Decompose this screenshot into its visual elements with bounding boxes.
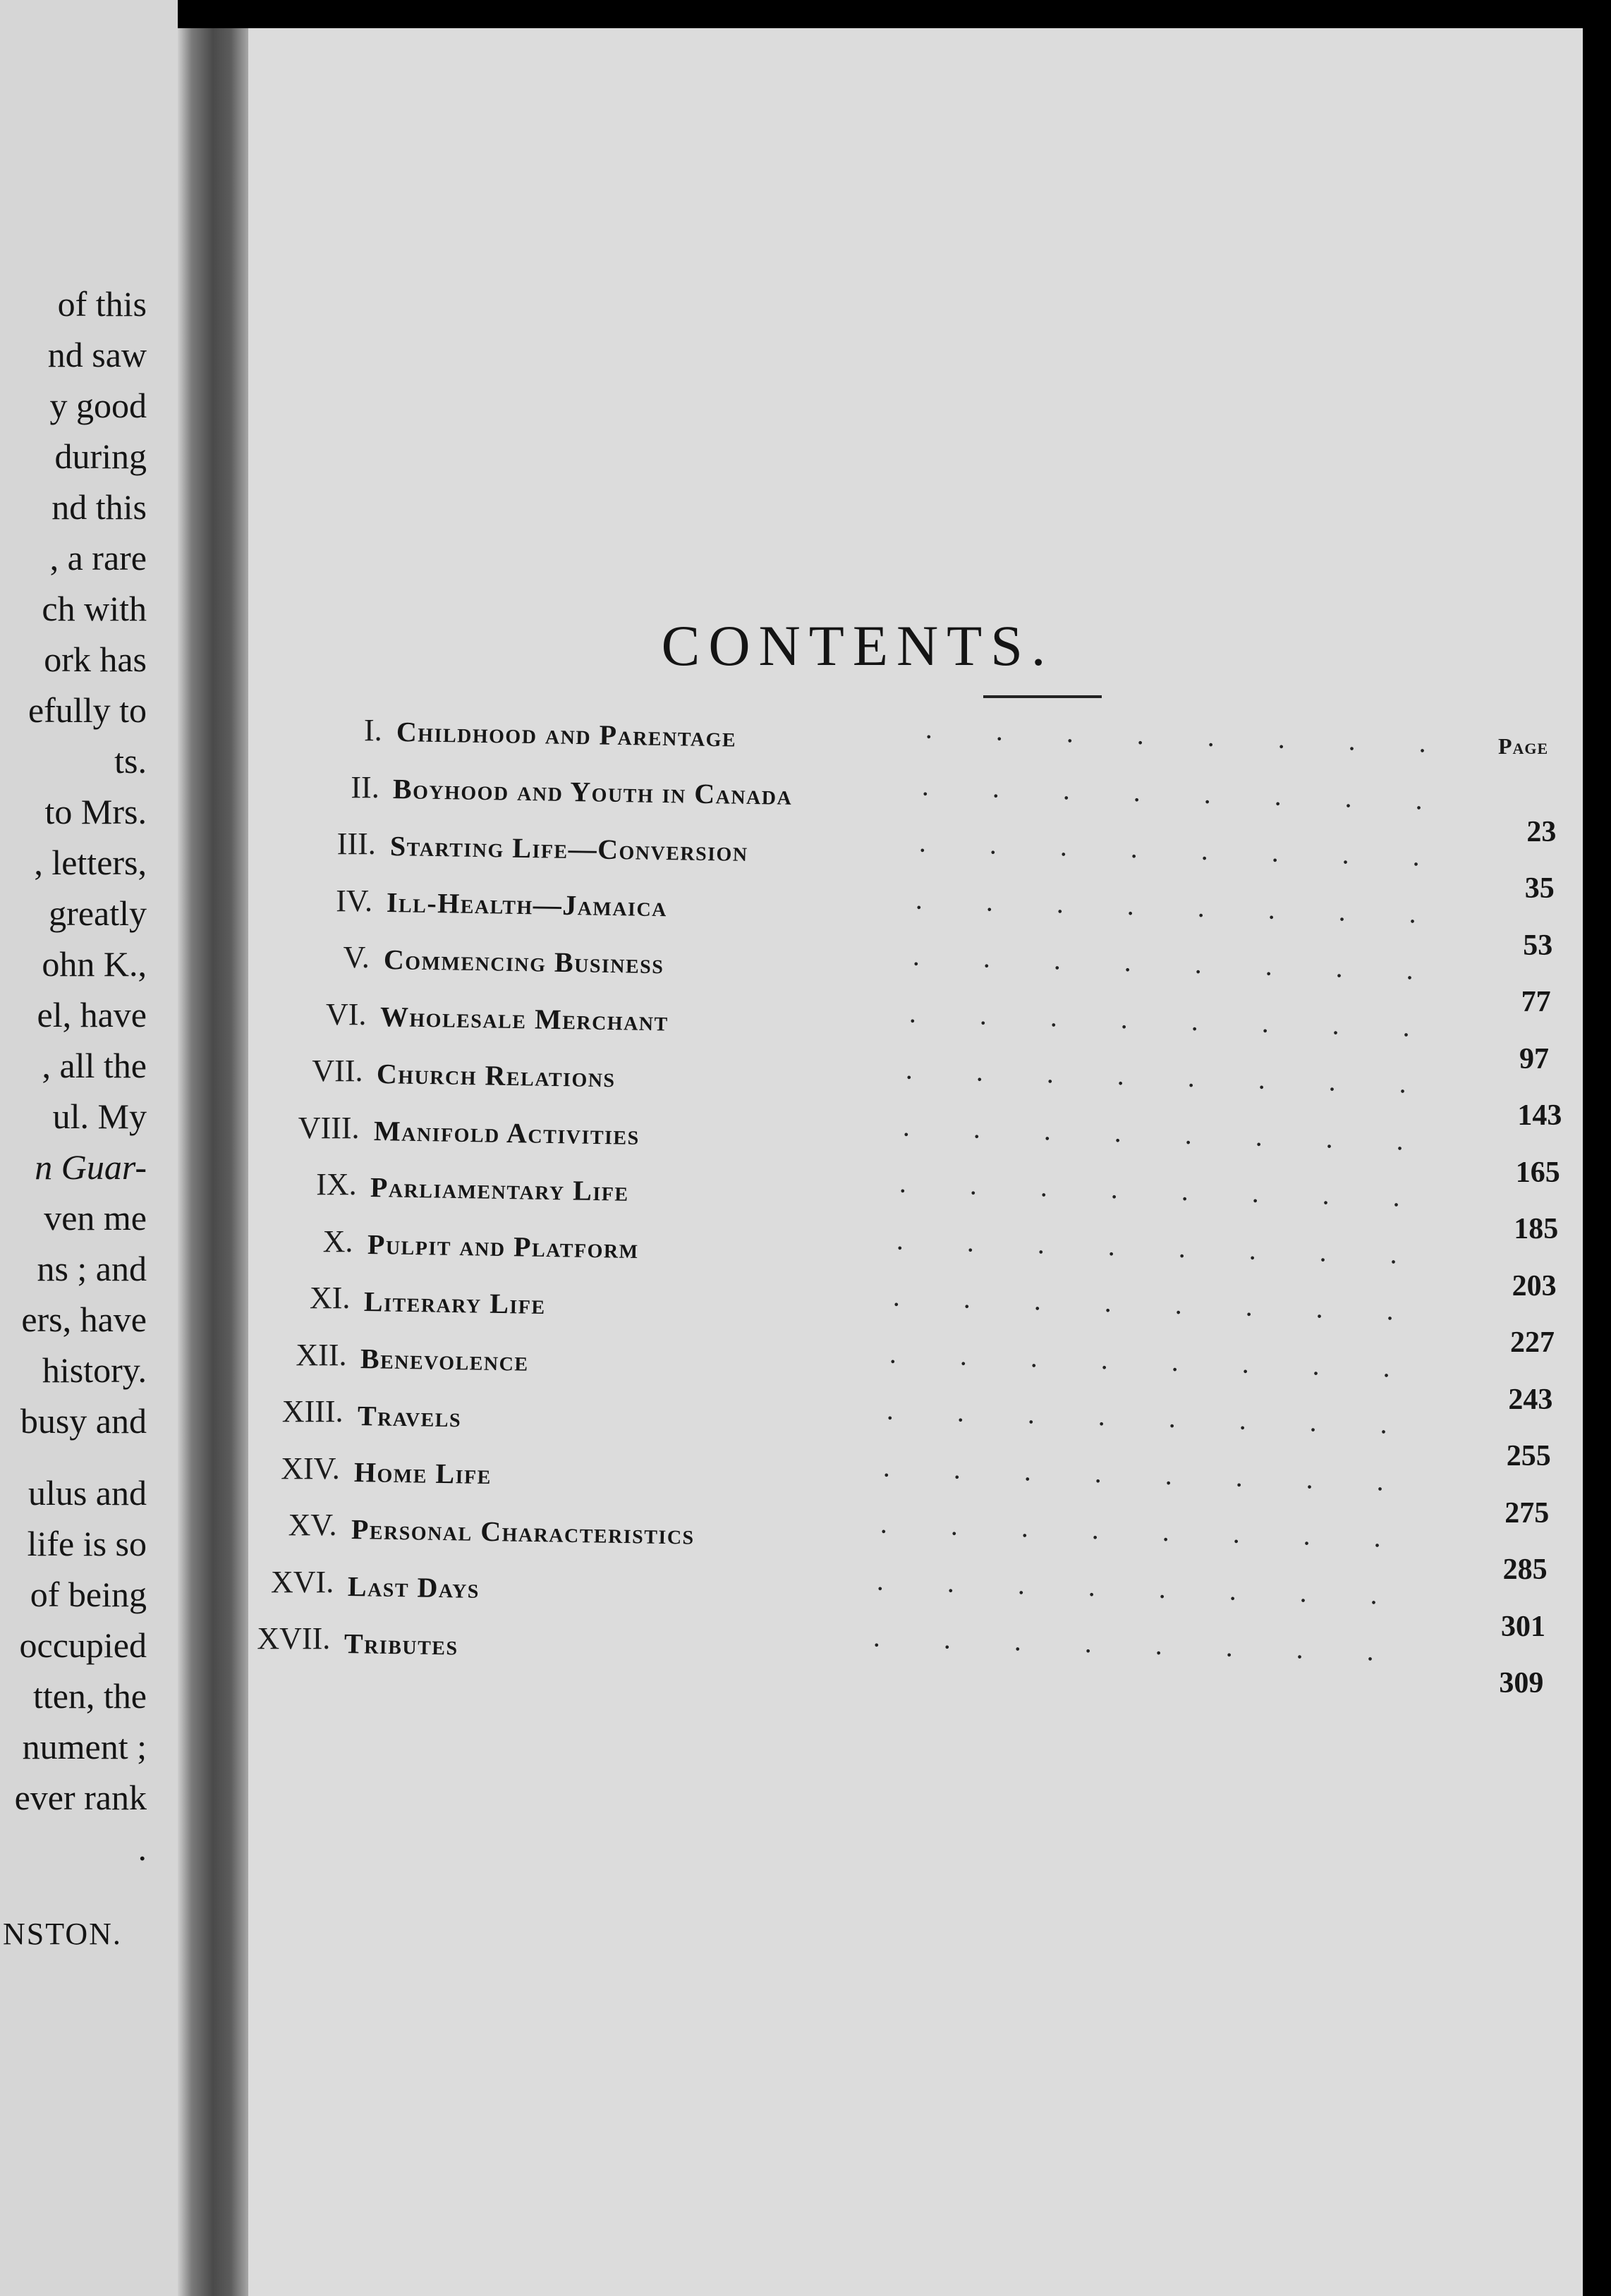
left-page-line: nument ; — [22, 1727, 147, 1766]
toc-chapter-number: I. — [364, 713, 382, 747]
toc-page-number: 185 — [1514, 1213, 1559, 1245]
toc-chapter-title: Commencing Business — [383, 944, 664, 980]
toc-leader-dots: . . . . . . . . — [876, 1564, 1406, 1611]
left-page-line: of being — [30, 1575, 147, 1614]
left-page-line: efully to — [28, 690, 147, 730]
toc-leader-dots: . . . . . . . . — [905, 1053, 1435, 1100]
toc-leader-dots: . . . . . . . . — [873, 1620, 1403, 1668]
toc-chapter-number: IV. — [336, 883, 372, 918]
toc-page-number: 53 — [1523, 929, 1553, 962]
toc-chapter-number: XVII. — [257, 1621, 331, 1656]
toc-leader-dots: . . . . . . . . — [896, 1223, 1426, 1270]
toc-chapter-number: XIII. — [281, 1394, 344, 1429]
toc-chapter-title: Ill-Health—Jamaica — [386, 886, 668, 923]
toc-leader-dots: . . . . . . . . — [882, 1451, 1413, 1497]
book-gutter — [178, 0, 248, 2296]
left-page-line: tten, the — [32, 1676, 147, 1716]
left-page-line: history. — [42, 1350, 147, 1390]
toc-leader-dots: . . . . . . . . — [880, 1507, 1410, 1554]
toc-entry — [248, 1620, 1583, 1699]
toc-page-number: 97 — [1519, 1042, 1549, 1075]
toc-chapter-number: V. — [343, 940, 370, 975]
toc-chapter-title: Church Relations — [377, 1057, 616, 1094]
contents-heading: CONTENTS. — [661, 613, 1054, 678]
left-page-line: of this — [57, 284, 147, 324]
toc-page-number: 143 — [1517, 1099, 1562, 1132]
left-page-line: ts. — [114, 741, 147, 781]
left-page-line: ulus and — [28, 1473, 147, 1513]
toc-chapter-number: III. — [336, 826, 376, 861]
scan-border-top — [178, 0, 1611, 28]
left-page-line: , all the — [42, 1046, 147, 1085]
toc-leader-dots: . . . . . . . . — [925, 712, 1455, 759]
toc-chapter-number: XII. — [296, 1337, 347, 1372]
left-page-line: n Guar- — [35, 1147, 147, 1187]
toc-leader-dots: . . . . . . . . — [902, 1110, 1433, 1156]
toc-entry — [248, 712, 1583, 762]
left-page-line: ork has — [44, 640, 147, 679]
left-page-line: , a rare — [49, 538, 147, 578]
toc-page-number: 243 — [1508, 1383, 1553, 1416]
toc-leader-dots: . . . . . . . . — [899, 1166, 1429, 1214]
toc-page-number: 301 — [1501, 1610, 1545, 1643]
toc-chapter-title: Pulpit and Platform — [367, 1228, 639, 1265]
left-page-line: y good — [49, 386, 147, 425]
toc-chapter-number: VI. — [326, 996, 367, 1032]
toc-chapter-title: Last Days — [347, 1570, 480, 1604]
toc-chapter-number: VIII. — [298, 1110, 360, 1145]
toc-page-number: 77 — [1521, 986, 1551, 1018]
left-page-line: during — [54, 436, 147, 476]
toc-chapter-title: Home Life — [353, 1456, 492, 1491]
left-page-line: ul. My — [52, 1097, 147, 1136]
left-page-line: to Mrs. — [44, 792, 147, 831]
toc-page-number: 275 — [1504, 1496, 1550, 1529]
toc-page-number: 285 — [1502, 1553, 1548, 1586]
toc-chapter-title: Starting Life—Conversion — [389, 829, 748, 867]
toc-leader-dots: . . . . . . . . — [889, 1337, 1419, 1384]
left-page-fragment — [0, 0, 178, 2296]
toc-page-number: 165 — [1515, 1156, 1560, 1189]
left-page-line: ven me — [44, 1198, 147, 1238]
toc-chapter-number: VII. — [312, 1054, 363, 1088]
left-page-line: life is so — [27, 1524, 147, 1563]
toc-chapter-title: Childhood and Parentage — [396, 716, 737, 753]
toc-chapter-title: Boyhood and Youth in Canada — [393, 772, 794, 811]
left-page-line: nd this — [51, 487, 147, 527]
toc-chapter-title: Parliamentary Life — [370, 1171, 630, 1208]
toc-page-number: 23 — [1526, 815, 1557, 848]
left-page-line: . — [138, 1828, 147, 1868]
toc-leader-dots: . . . . . . . . — [912, 939, 1442, 987]
toc-chapter-number: X. — [322, 1223, 353, 1259]
left-page-line: occupied — [19, 1625, 147, 1665]
toc-leader-dots: . . . . . . . . — [908, 996, 1439, 1043]
left-page-line: , letters, — [34, 843, 147, 882]
scan-border-right — [1583, 0, 1611, 2296]
toc-chapter-title: Travels — [357, 1399, 462, 1433]
toc-leader-dots: . . . . . . . . — [918, 826, 1449, 873]
page-column-label: Page — [1498, 733, 1549, 759]
left-page-line: ever rank — [14, 1778, 147, 1817]
left-page-line: NSTON. — [3, 1917, 122, 1951]
toc-leader-dots: . . . . . . . . — [892, 1280, 1423, 1327]
left-page-line: ch with — [42, 589, 147, 628]
left-page-line: ohn K., — [42, 944, 147, 984]
toc-chapter-title: Literary Life — [363, 1286, 547, 1321]
toc-chapter-number: XVI. — [271, 1564, 334, 1599]
left-page-line: el, have — [37, 995, 147, 1034]
left-page-line: nd saw — [47, 335, 147, 374]
toc-chapter-number: IX. — [316, 1167, 357, 1202]
toc-chapter-number: XV. — [288, 1508, 337, 1542]
toc-chapter-title: Tributes — [344, 1627, 459, 1661]
toc-leader-dots: . . . . . . . . — [915, 883, 1445, 929]
toc-page-number: 309 — [1499, 1667, 1544, 1699]
toc-leader-dots: . . . . . . . . — [921, 769, 1452, 816]
title-rule — [983, 695, 1102, 698]
toc-chapter-title: Manifold Activities — [373, 1114, 640, 1151]
left-page-line: ers, have — [21, 1300, 147, 1339]
toc-chapter-number: II. — [351, 769, 379, 805]
contents-page — [248, 28, 1583, 2296]
toc-page-number: 35 — [1524, 872, 1555, 905]
toc-page-number: 203 — [1512, 1269, 1557, 1302]
left-page-line: ns ; and — [37, 1249, 147, 1288]
toc-page-number: 227 — [1510, 1326, 1555, 1359]
toc-chapter-number: XIV. — [281, 1451, 340, 1486]
toc-chapter-title: Wholesale Merchant — [379, 1001, 669, 1037]
toc-chapter-title: Benevolence — [360, 1342, 530, 1377]
left-page-line: busy and — [20, 1401, 147, 1441]
toc-chapter-number: XI. — [310, 1281, 351, 1315]
left-page-line: greatly — [49, 893, 147, 933]
toc-entry — [248, 1166, 1583, 1245]
toc-page-number: 255 — [1506, 1440, 1551, 1472]
toc-leader-dots: . . . . . . . . — [886, 1393, 1416, 1441]
toc-chapter-title: Personal Characteristics — [351, 1513, 695, 1551]
